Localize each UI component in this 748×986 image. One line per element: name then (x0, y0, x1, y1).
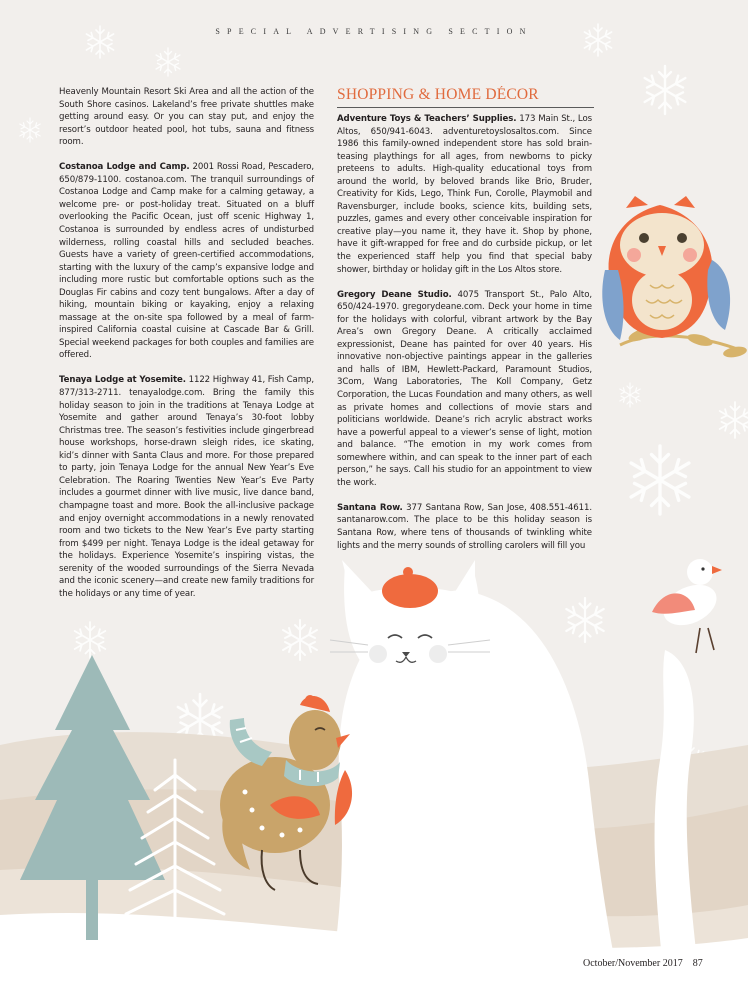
section-header: SPECIAL ADVERTISING SECTION (215, 27, 533, 36)
owl-illustration (602, 196, 747, 359)
left-column (59, 86, 314, 613)
entry-body: 1122 Highway 41, Fish Camp, 877/313-2711. tenayalodge.com. Bring the family this holiday season to join in the traditions at Tenaya Lodge at Yosemite and gather around Tenaya’s 30-foot lobby Christmas tree. The season’s festivities include gingerbread house workshops, horse-drawn sleigh rides, ice skating, kid’s dinner with Santa Claus and more. For those prepared to party, join Tenaya Lodge for the annual New Year’s Eve Celebration. The Roaring Twenties New Year’s Eve Party includes a gourmet dinner with live music, live dance band, champagne toast and more. Book the all-inclusive package and enjoy overnight accommodations in a newly renovated room and two tickets to the New Year’s Eve party starting from $499 per night. Tenaya Lodge is the ideal getaway for the holidays. Experience Yosemite’s inspiring vistas, the serenity of the wooded surroundings of the Sierra Nevada and the iconic scenery—and create new family traditions for the holidays or any time of year. (59, 375, 314, 599)
entry-santana-row (337, 502, 592, 552)
page-footer (583, 958, 703, 969)
entry-body: 2001 Rossi Road, Pescadero, 650/879-1100. costanoa.com. The tranquil surroundings of Costanoa Lodge and Camp make for a calming getaway, a welcome pre- or post-holiday treat. Situated on a bluff overlooking the Pacific Ocean, just off scenic Highway 1, Costanoa is surrounded by endless acres of undisturbed wilderness, rolling coastal hills and secluded beaches. Guests have a variety of green-certified accommodations, starting with the luxury of the camp’s expansive lodge and including more rustic but comfortable options such as the Douglas Fir cabins and cozy tent bungalows. After a day of hiking, mountain biking or kayaking, enjoy a relaxing massage at the on-site spa followed by a meal of farm-inspired California coastal cuisine at Cascade Bar & Grill. Special weekend packages for both couples and families are offered. (59, 162, 314, 361)
entry-tenaya (59, 374, 314, 600)
entry-gregory-deane (337, 289, 592, 490)
entry-adventure-toys (337, 113, 592, 276)
entry-body: 4075 Transport St., Palo Alto, 650/424-1970. gregorydeane.com. Deck your home in time for the holidays with colorful, vibrant artwork by the Bay Area’s own Gregory Deane. A critically acclaimed expressionist, Deane has painted for over 40 years. His innovative non-objective paintings appear in the galleries and halls of IBM, Hewlett-Packard, Paramount Studios, 3Com, Wang Laboratories, The Koll Company, Getz Corporation, the Lucas Foundation and many others, as well as private homes and collections of movie stars and politicians worldwide. Deane’s rich acrylic abstract works have a powerful appeal to a viewer’s sense of light, motion and balance. “The emotion in my work comes from somewhere within, and can speak to the inner part of each person,” he says. Call his studio for an appointment to view the work. (337, 289, 592, 488)
issue-date: October/November 2017 (583, 958, 683, 969)
intro-paragraph: Heavenly Mountain Resort Ski Area and all the action of the South Shore casinos. Lakeland’s free private shuttles make getting around easy. Or you can stay put, and enjoy the resort’s outdoor heated pool, hot tubs, sauna and fitness room. (59, 87, 314, 148)
entry-costanoa (59, 161, 314, 362)
entry-name: Santana Row. (337, 502, 403, 513)
entry-name: Adventure Toys & Teachers’ Supplies. (337, 114, 517, 124)
page-number: 87 (692, 958, 703, 969)
small-bird-illustration (652, 559, 723, 653)
section-title: SHOPPING & HOME DÉCOR (337, 86, 594, 108)
entry-name: Gregory Deane Studio. (337, 289, 452, 300)
entry-name: Costanoa Lodge and Camp. (59, 162, 190, 173)
right-column (337, 113, 592, 565)
entry-body: 173 Main St., Los Altos, 650/941-6043. adventuretoyslosaltos.com. Since 1986 this family-owned independent store has sold brain-teasing playthings for all ages, from newborns to picky preteens to adults. High-quality educational toys from around the world, by beloved brands like Brio, Bruder, Creativity for Kids, Lego, Think Fun, Corolle, Playmobil and Ravensburger, include books, science kits, building sets, puzzles, games and every other conceivable inspiration for creative play—you name it, they have it. Shop by phone, have it gift-wrapped for free and do curbside pickup, or let the experienced staff help you find that special baby shower, birthday or holiday gift in the Los Altos store. (337, 114, 592, 275)
entry-name: Tenaya Lodge at Yosemite. (59, 375, 186, 386)
entry-body: 377 Santana Row, San Jose, 408.551-4611. santanarow.com. The place to be this holiday season is Santana Row, where tens of thousands of twinkling white lights and the merry sounds of strolling carolers will fill you (337, 502, 592, 551)
